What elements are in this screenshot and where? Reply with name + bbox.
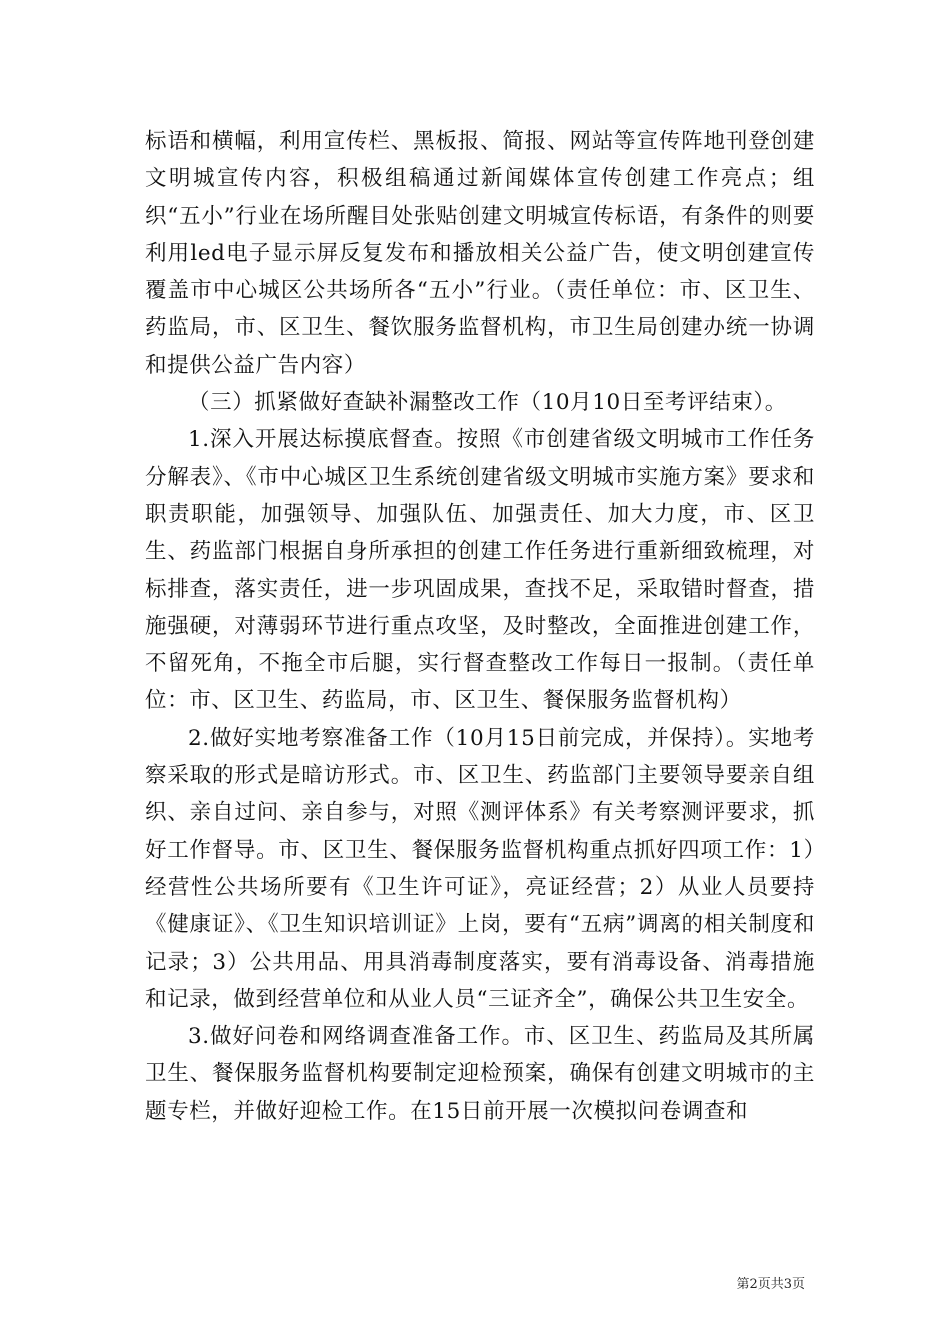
page-number: 第2页共3页 bbox=[736, 1277, 805, 1292]
paragraph-continuation: 标语和横幅，利用宣传栏、黑板报、简报、网站等宣传阵地刊登创建文明城宣传内容，积极组稿通过新闻媒体宣传创建工作亮点；组织“五小”行业在场所醒目处张贴创建文明城宣传标语，有条件的则要利用led电子显示屏反复发布和播放相关公益广告，使文明创建宣传覆盖市中心城区公共场所各“五小”行业。（责任单位：市、区卫生、药监局，市、区卫生、餐饮服务监督机构，市卫生局创建办统一协调和提供公益广告内容） bbox=[145, 129, 815, 378]
paragraph-item-2: 2.做好实地考察准备工作（10月15日前完成，并保持）。实地考察采取的形式是暗访形式。市、区卫生、药监部门主要领导要亲自组织、亲自过问、亲自参与，对照《测评体系》有关考察测评要求，抓好工作督导。市、区卫生、餐保服务监督机构重点抓好四项工作：1）经营性公共场所要有《卫生许可证》，亮证经营；2）从业人员要持《健康证》、《卫生知识培训证》上岗，要有“五病”调离的相关制度和记录；3）公共用品、用具消毒制度落实，要有消毒设备、消毒措施和记录，做到经营单位和从业人员“三证齐全”，确保公共卫生安全。 bbox=[145, 725, 815, 1012]
section-heading: （三）抓紧做好查缺补漏整改工作（10月10日至考评结束）。 bbox=[188, 390, 787, 416]
paragraph-item-1: 1.深入开展达标摸底督查。按照《市创建省级文明城市工作任务分解表》、《市中心城区卫生系统创建省级文明城市实施方案》要求和职责职能，加强领导、加强队伍、加强责任、加大力度，市、区卫生、药监部门根据自身所承担的创建工作任务进行重新细致梳理，对标排查，落实责任，进一步巩固成果，查找不足，采取错时督查，措施强硬，对薄弱环节进行重点攻坚，及时整改，全面推进创建工作，不留死角，不拖全市后腿，实行督查整改工作每日一报制。（责任单位：市、区卫生、药监局，市、区卫生、餐保服务监督机构） bbox=[145, 427, 815, 714]
document-body bbox=[145, 123, 815, 1130]
paragraph-item-3: 3.做好问卷和网络调查准备工作。市、区卫生、药监局及其所属卫生、餐保服务监督机构要制定迎检预案，确保有创建文明城市的主题专栏，并做好迎检工作。在15日前开展一次模拟问卷调查和 bbox=[145, 1024, 815, 1124]
